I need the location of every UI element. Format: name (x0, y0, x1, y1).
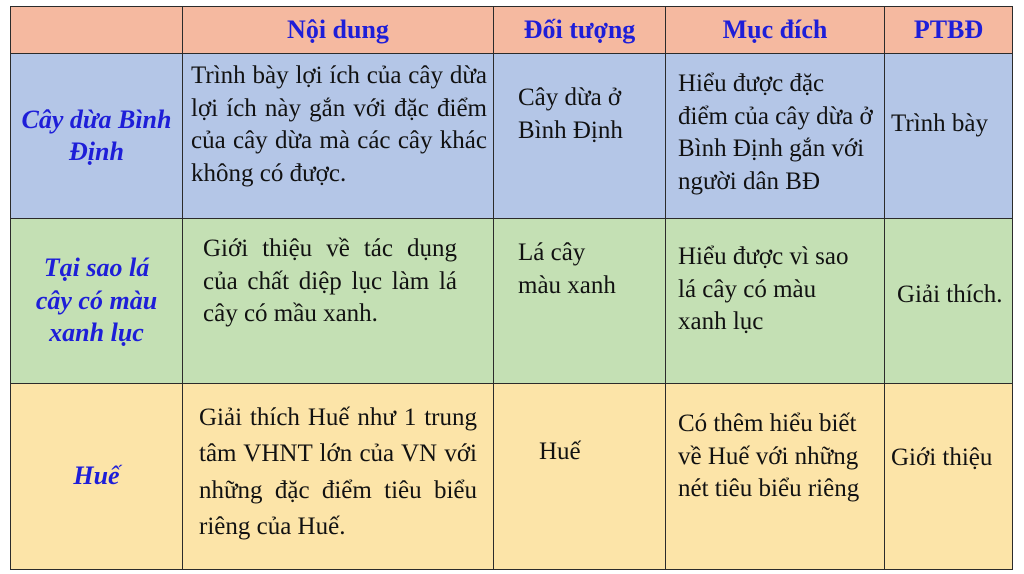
muc-dich-text: Hiểu được vì sao lá cây có màu xanh lục (678, 243, 849, 335)
ptbd-text: Giải thích. (897, 281, 1003, 308)
muc-dich-cell (666, 384, 885, 570)
noi-dung-cell (183, 54, 494, 219)
ptbd-cell (885, 219, 1013, 384)
ptbd-text: Giới thiệu (891, 444, 993, 471)
row-title: Tại sao lá cây có màu xanh lục (35, 253, 158, 348)
ptbd-cell (885, 384, 1013, 570)
noi-dung-cell (183, 219, 494, 384)
header-row (11, 7, 1013, 54)
noi-dung-text: Giải thích Huế như 1 trung tâm VHNT lớn của VN với những đặc điểm tiêu biểu riêng của Huế. (199, 404, 477, 540)
comparison-table (10, 6, 1013, 570)
muc-dich-cell (666, 219, 885, 384)
noi-dung-cell (183, 384, 494, 570)
row-title-cell (11, 219, 183, 384)
noi-dung-text: Trình bày lợi ích của cây dừa lợi ích này gắn với đặc điểm của cây dừa mà các cây khác không có được. (191, 62, 487, 187)
row-title-cell (11, 54, 183, 219)
doi-tuong-text: Huế (539, 438, 581, 465)
ptbd-cell (885, 54, 1013, 219)
row-title: Cây dừa Bình Định (21, 104, 172, 166)
doi-tuong-cell (494, 219, 666, 384)
table-row (11, 54, 1013, 219)
doi-tuong-text: Lá cây màu xanh (518, 239, 616, 299)
doi-tuong-cell (494, 54, 666, 219)
table-row (11, 219, 1013, 384)
ptbd-text: Trình bày (891, 110, 989, 137)
row-title: Huế (73, 461, 120, 491)
doi-tuong-cell (494, 384, 666, 570)
muc-dich-cell (666, 54, 885, 219)
table-row (11, 384, 1013, 570)
header-muc-dich: Mục đích (666, 7, 885, 54)
muc-dich-text: Hiểu được đặc điểm của cây dừa ở Bình Định gắn với người dân BĐ (678, 70, 873, 195)
header-corner (11, 7, 183, 54)
row-title-cell (11, 384, 183, 570)
header-doi-tuong: Đối tượng (494, 7, 666, 54)
noi-dung-text: Giới thiệu về tác dụng của chất diệp lục làm lá cây có mầu xanh. (203, 235, 457, 327)
header-noi-dung: Nội dung (183, 7, 494, 54)
header-ptbd: PTBĐ (885, 7, 1013, 54)
doi-tuong-text: Cây dừa ở Bình Định (518, 84, 623, 144)
muc-dich-text: Có thêm hiểu biết về Huế với những nét tiêu biểu riêng (678, 410, 860, 502)
